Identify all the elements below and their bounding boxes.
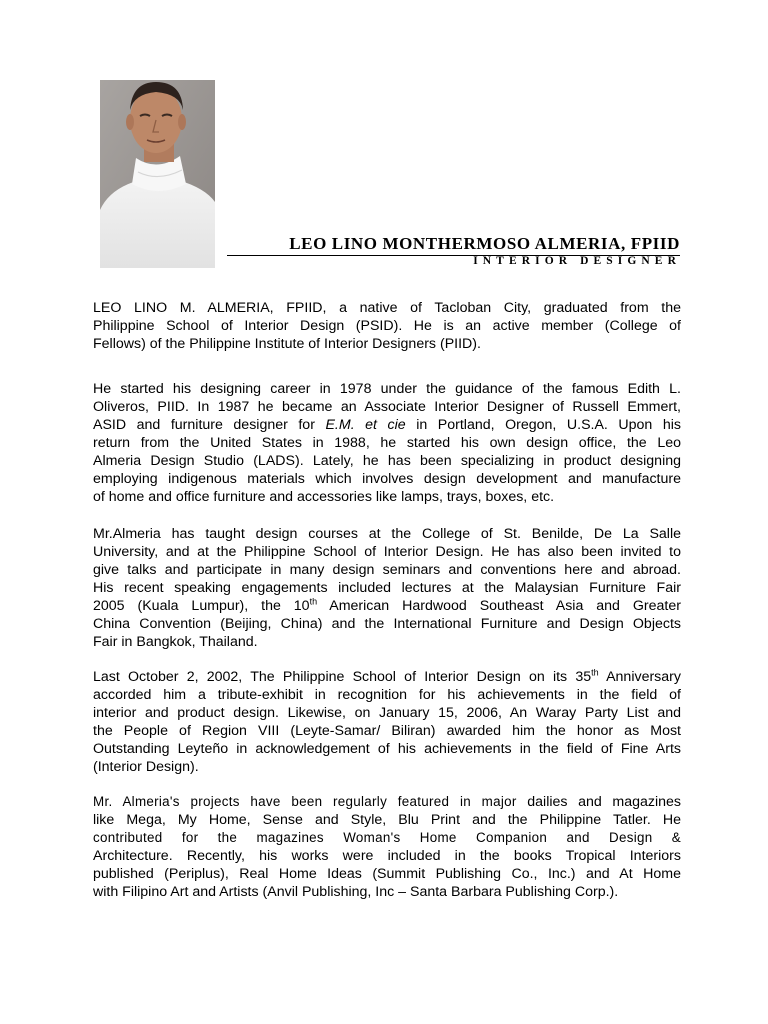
text-line: return from the United States in 1988, he started his own design office, the Leo [93,435,681,451]
text-line: like Mega, My Home, Sense and Style, Blu Print and the Philippine Tatler. He [93,812,681,828]
text-line: Mr. Almeria's projects have been regularly featured in major dailies and magazines [93,794,681,810]
text-line: accorded him a tribute-exhibit in recognition for his achievements in the field of [93,687,681,703]
text-line: of home and office furniture and accessories like lamps, trays, boxes, etc. [93,489,555,505]
text-line: LEO LINO M. ALMERIA, FPIID, a native of Tacloban City, graduated from the [93,300,681,316]
text-line: Fair in Bangkok, Thailand. [93,634,258,650]
text-line: University, and at the Philippine School of Interior Design. He has also been invited to [93,544,681,560]
text-line: Almeria Design Studio (LADS). Lately, he has been specializing in product designing [93,453,681,469]
text-line: (Interior Design). [93,759,199,775]
text-line: ASID and furniture designer for E.M. et cie in Portland, Oregon, U.S.A. Upon his [93,417,681,433]
paragraph-publications [93,793,681,901]
paragraph-intro [93,299,681,353]
text-line: He started his designing career in 1978 under the guidance of the famous Edith L. [93,381,681,397]
text-line: Philippine School of Interior Design (PSID). He is an active member (College of [93,318,681,334]
text-line: contributed for the magazines Woman's Home Companion and Design & [93,830,681,845]
text-line: published (Periplus), Real Home Ideas (Summit Publishing Co., Inc.) and At Home [93,866,681,882]
company-name-italic: E.M. et cie [325,417,406,433]
text-line: Last October 2, 2002, The Philippine School of Interior Design on its 35th Anniversary [93,667,681,685]
person-name-heading: LEO LINO MONTHERMOSO ALMERIA, FPIID [227,234,680,256]
text-line: with Filipino Art and Artists (Anvil Publishing, Inc – Santa Barbara Publishing Corp.). [93,884,619,900]
portrait-photo [100,80,215,268]
text-line: Oliveros, PIID. In 1987 he became an Associate Interior Designer of Russell Emmert, [93,399,681,415]
text-line: 2005 (Kuala Lumpur), the 10th American Hardwood Southeast Asia and Greater [93,596,681,614]
text-line: Architecture. Recently, his works were included in the books Tropical Interiors [93,848,681,864]
text-line: China Convention (Beijing, China) and the International Furniture and Design Objects [93,616,681,632]
paragraph-teaching [93,525,681,651]
text-line: Mr.Almeria has taught design courses at the College of St. Benilde, De La Salle [93,526,681,542]
text-line: interior and product design. Likewise, on January 15, 2006, An Waray Party List and [93,705,681,721]
paragraph-awards [93,668,681,776]
text-line: His recent speaking engagements included lectures at the Malaysian Furniture Fair [93,580,681,596]
text-line: the People of Region VIII (Leyte-Samar/ Biliran) awarded him the honor as Most [93,723,681,739]
text-line: Fellows) of the Philippine Institute of Interior Designers (PIID). [93,336,481,352]
text-line: employing indigenous materials which involves design development and manufacture [93,471,681,487]
job-title: INTERIOR DESIGNER [473,255,681,267]
paragraph-career [93,380,681,506]
text-line: Outstanding Leyteño in acknowledgement of his achievements in the field of Fine Arts [93,741,681,757]
text-line: give talks and participate in many design seminars and conventions here and abroad. [93,562,681,578]
